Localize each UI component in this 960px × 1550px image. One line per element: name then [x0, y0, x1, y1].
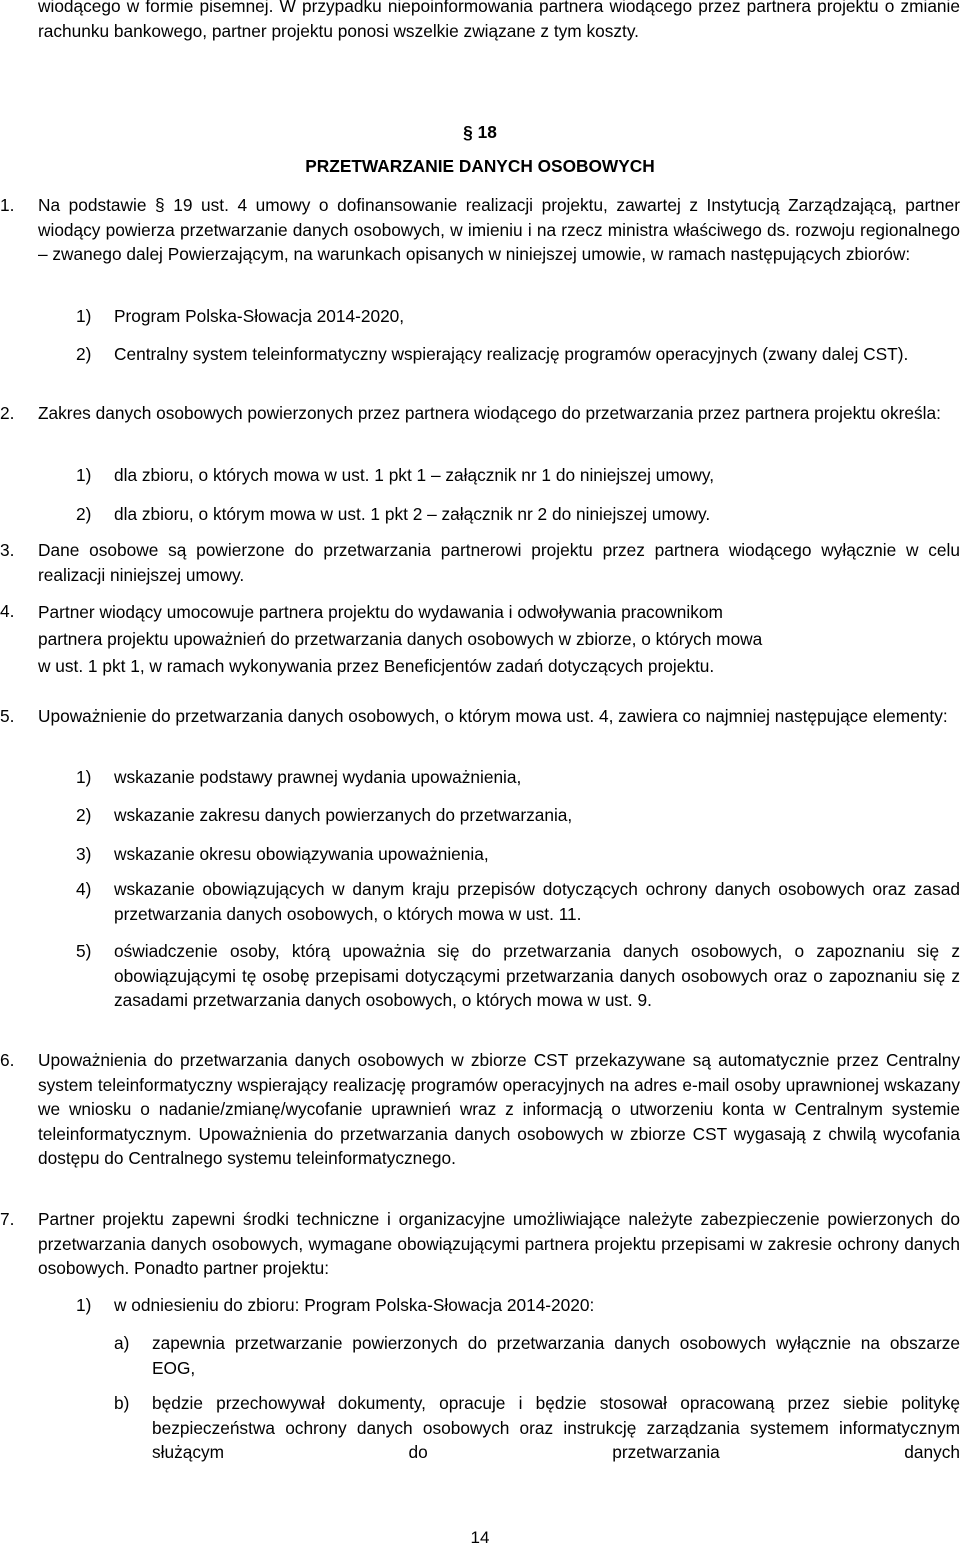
subitem-number: 1) — [76, 465, 92, 485]
item-number: 3. — [0, 540, 15, 560]
subitem-number: 2) — [76, 504, 92, 524]
subitem-number: 2) — [76, 805, 92, 825]
item-text: Partner projektu zapewni środki techniczne i organizacyjne umożliwiające należyte zabezpieczenie powierzonych do przetwarzania danych osobowych, wymagane obowiązującymi partnera projektu przepisami w zakresie ochrony danych osobowych. Ponadto partner projektu: — [38, 1209, 960, 1278]
item-text-block — [38, 599, 960, 680]
subitem-number: 2) — [76, 344, 92, 364]
subitem-number: 4) — [76, 879, 92, 899]
subitem-number: 3) — [76, 844, 92, 864]
page-number: 14 — [470, 1528, 490, 1547]
subitem-text: dla zbioru, o których mowa w ust. 1 pkt 1 – załącznik nr 1 do niniejszej umowy, — [114, 465, 714, 485]
subitem-number: 1) — [76, 306, 92, 326]
subitem-text: w odniesieniu do zbioru: Program Polska-Słowacja 2014-2020: — [114, 1295, 595, 1315]
item-text: Upoważnienia do przetwarzania danych osobowych w zbiorze CST przekazywane są automatycznie przez Centralny system teleinformatyczny wspierający realizację programów operacyjnych na adres e-mail osoby uprawnionej wskazany we wniosku o nadanie/zmianę/wycofanie uprawnień wraz z informacją o utworzeniu konta w Centralnym systemie teleinformatycznym. Upoważnienia do przetwarzania danych osobowych w zbiorze CST wygasają z chwilą wycofania dostępu do Centralnego systemu teleinformatycznego. — [38, 1050, 960, 1168]
subitem-text: dla zbioru, o którym mowa w ust. 1 pkt 2 – załącznik nr 2 do niniejszej umowy. — [114, 504, 711, 524]
item-text: Zakres danych osobowych powierzonych przez partnera wiodącego do przetwarzania przez partnera projektu określa: — [38, 403, 941, 423]
subitem-text: Program Polska-Słowacja 2014-2020, — [114, 306, 405, 326]
item-line: partnera projektu upoważnień do przetwarzania danych osobowych w zbiorze, o których mowa — [38, 629, 763, 649]
section-number: § 18 — [463, 122, 497, 142]
item-line: w ust. 1 pkt 1, w ramach wykonywania przez Beneficjentów zadań dotyczących projektu. — [38, 656, 715, 676]
item-number: 4. — [0, 601, 15, 621]
subsubitem-text: zapewnia przetwarzanie powierzonych do przetwarzania danych osobowych wyłącznie na obszarze EOG, — [152, 1333, 960, 1378]
subsubitem-number: a) — [114, 1333, 130, 1353]
subitem-text: wskazanie zakresu danych powierzanych do przetwarzania, — [114, 805, 573, 825]
item-text: Na podstawie § 19 ust. 4 umowy o dofinansowanie realizacji projektu, zawartej z Instytucją Zarządzającą, partner wiodący powierza przetwarzanie danych osobowych, w imieniu i na rzecz ministra właściwego ds. rozwoju regionalnego – zwanego dalej Powierzającym, na warunkach opisanych w niniejszej umowie, w ramach następujących zbiorów: — [38, 195, 960, 264]
item-text: Upoważnienie do przetwarzania danych osobowych, o którym mowa ust. 4, zawiera co najmniej następujące elementy: — [38, 706, 948, 726]
subsubitem-text: będzie przechowywał dokumenty, opracuje i będzie stosował opracowaną przez siebie politykę bezpieczeństwa ochrony danych osobowych oraz instrukcję zarządzania systemem informatycznym służącym do przetwarzania danych — [152, 1393, 960, 1462]
item-number: 2. — [0, 403, 15, 423]
subsubitem-number: b) — [114, 1393, 130, 1413]
subitem-text: Centralny system teleinformatyczny wspierający realizację programów operacyjnych (zwany dalej CST). — [114, 344, 909, 364]
item-number: 5. — [0, 706, 15, 726]
item-number: 7. — [0, 1209, 15, 1229]
subitem-text: oświadczenie osoby, którą upoważnia się do przetwarzania danych osobowych, o zapoznaniu się z obowiązującymi tę osobę przepisami dotyczącymi przetwarzania danych osobowych oraz o zapoznaniu się z zasadami przetwarzania danych osobowych, o których mowa w ust. 9. — [114, 941, 960, 1010]
subitem-text: wskazanie okresu obowiązywania upoważnienia, — [114, 844, 489, 864]
section-title: PRZETWARZANIE DANYCH OSOBOWYCH — [305, 156, 655, 176]
subitem-number: 5) — [76, 941, 92, 961]
subitem-number: 1) — [76, 767, 92, 787]
item-text: Dane osobowe są powierzone do przetwarzania partnerowi projektu przez partnera wiodącego wyłącznie w celu realizacji niniejszej umowy. — [38, 540, 960, 585]
item-number: 6. — [0, 1050, 15, 1070]
intro-paragraph: wiodącego w formie pisemnej. W przypadku niepoinformowania partnera wiodącego przez partnera projektu o zmianie rachunku bankowego, partner projektu ponosi wszelkie związane z tym koszty. — [38, 0, 960, 41]
subitem-text: wskazanie podstawy prawnej wydania upoważnienia, — [114, 767, 522, 787]
subitem-text: wskazanie obowiązujących w danym kraju przepisów dotyczących ochrony danych osobowych oraz zasad przetwarzania danych osobowych, o których mowa w ust. 11. — [114, 879, 960, 924]
subitem-number: 1) — [76, 1295, 92, 1315]
item-line: Partner wiodący umocowuje partnera projektu do wydawania i odwoływania pracownikom — [38, 602, 723, 622]
item-number: 1. — [0, 195, 15, 215]
